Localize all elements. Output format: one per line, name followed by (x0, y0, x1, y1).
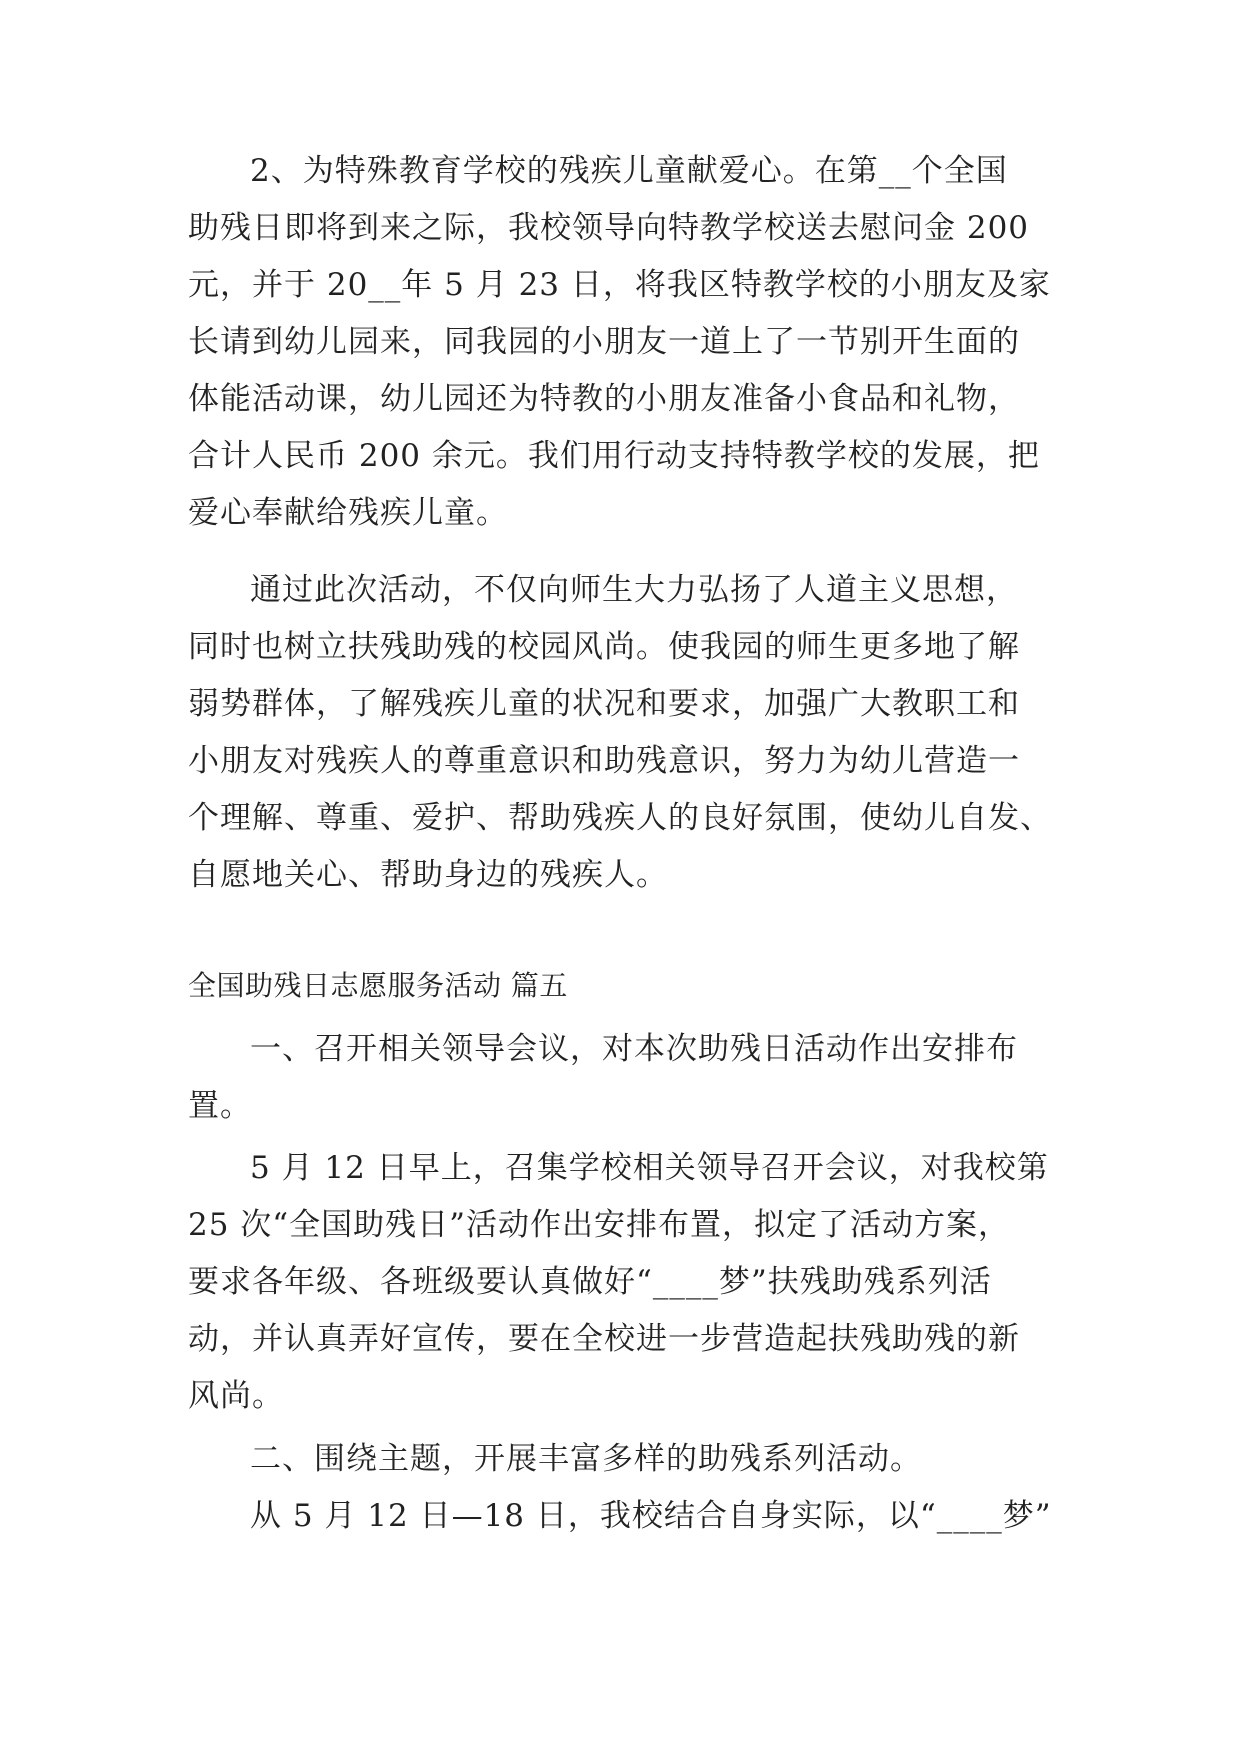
paragraph-line: 同时也树立扶残助残的校园风尚。使我园的师生更多地了解 (188, 629, 1020, 665)
paragraph-line: 小朋友对残疾人的尊重意识和助残意识，努力为幼儿营造一 (188, 743, 1020, 779)
paragraph-line: 合计人民币 200 余元。我们用行动支持特教学校的发展，把 (188, 438, 1040, 474)
paragraph-line: 5 月 12 日早上，召集学校相关领导召开会议，对我校第 (250, 1150, 1049, 1186)
paragraph-line: 风尚。 (188, 1378, 284, 1414)
paragraph-line: 动，并认真弄好宣传，要在全校进一步营造起扶残助残的新 (188, 1321, 1020, 1357)
paragraph-line: 体能活动课，幼儿园还为特教的小朋友准备小食品和礼物， (188, 381, 1020, 417)
paragraph-line: 一、召开相关领导会议，对本次助残日活动作出安排布 (250, 1031, 1018, 1067)
paragraph-line: 元，并于 20__年 5 月 23 日，将我区特教学校的小朋友及家 (188, 267, 1051, 303)
paragraph-line: 自愿地关心、帮助身边的残疾人。 (188, 857, 668, 893)
section-heading: 全国助残日志愿服务活动 篇五 (188, 969, 568, 1002)
paragraph-line: 通过此次活动，不仅向师生大力弘扬了人道主义思想， (250, 572, 1018, 608)
paragraph-line: 从 5 月 12 日—18 日，我校结合自身实际，以“____梦” (250, 1498, 1052, 1534)
paragraph-line: 助残日即将到来之际，我校领导向特教学校送去慰问金 200 (188, 210, 1030, 246)
paragraph-line: 2、为特殊教育学校的残疾儿童献爱心。在第__个全国 (250, 153, 1008, 189)
paragraph-line: 弱势群体，了解残疾儿童的状况和要求，加强广大教职工和 (188, 686, 1020, 722)
paragraph-line: 25 次“全国助残日”活动作出安排布置，拟定了活动方案， (188, 1207, 1010, 1243)
paragraph-line: 二、围绕主题，开展丰富多样的助残系列活动。 (250, 1441, 922, 1477)
paragraph-line: 要求各年级、各班级要认真做好“____梦”扶残助残系列活 (188, 1264, 992, 1300)
paragraph-line: 个理解、尊重、爱护、帮助残疾人的良好氛围，使幼儿自发、 (188, 800, 1052, 836)
paragraph-line: 置。 (188, 1088, 252, 1124)
paragraph-line: 长请到幼儿园来，同我园的小朋友一道上了一节别开生面的 (188, 324, 1020, 360)
paragraph-line: 爱心奉献给残疾儿童。 (188, 495, 508, 531)
